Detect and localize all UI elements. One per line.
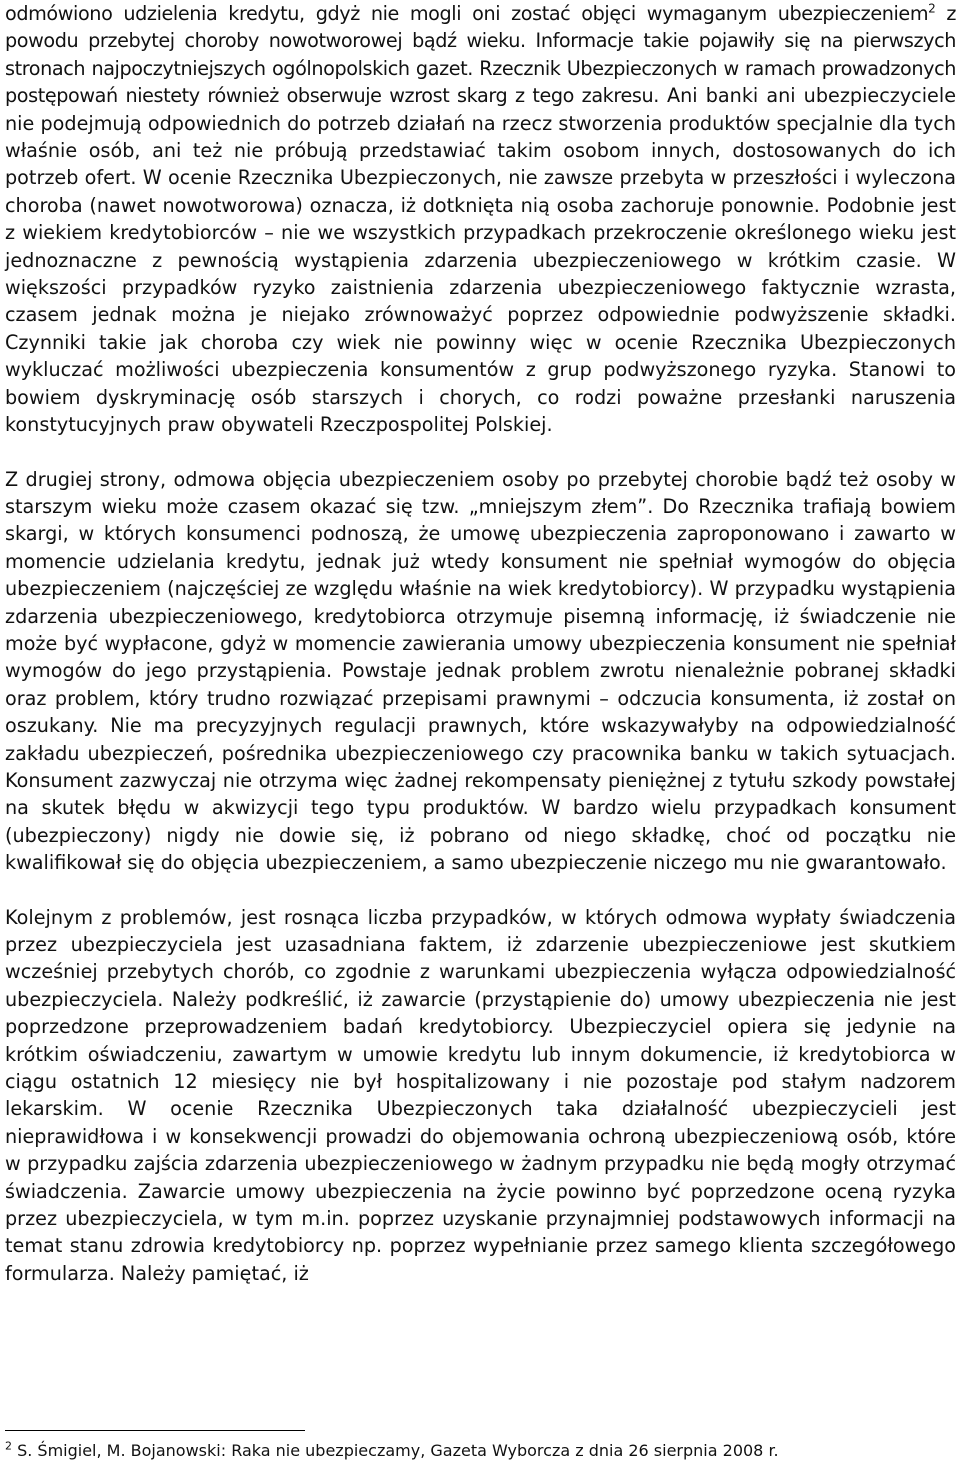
paragraph-1-part-c: Ani banki ani ubezpieczyciele nie podejmują odpowiednich do potrzeb działań na rzecz stworzenia produktów specjalnie dla tych właśnie osób, ani też nie próbują przedstawiać takim osobom innych, dostosowanych do ich potrzeb ofert. W ocenie Rzecznika Ubezpieczonych, nie zawsze przebyta w przeszłości i wyleczona choroba (nawet nowotworowa) oznacza, iż dotknięta nią osoba zachoruje ponownie. Podobnie jest z wiekiem kredytobiorców – nie we wszystkich przypadkach przekroczenie określonego wieku jest jednoznaczne z pewnością wystąpienia zdarzenia ubezpieczeniowego w krótkim czasie. W większości przypadków ryzyko zaistnienia zdarzenia ubezpieczeniowego faktycznie wzrasta, czasem jednak można je niejako zrównoważyć poprzez odpowiednie podwyższenie składki. Czynniki takie jak choroba czy wiek nie powinny więc w ocenie Rzecznika Ubezpieczonych wykluczać możliwości ubezpieczenia konsumentów z grup podwyższonego ryzyka. Stanowi to bowiem dyskryminację osób starszych i chorych, co rodzi poważne przesłanki naruszenia konstytucyjnych praw obywateli Rzeczpospolitej Polskiej. — [5, 84, 956, 437]
paragraph-2: Z drugiej strony, odmowa objęcia ubezpieczeniem osoby po przebytej chorobie bądź też osoby w starszym wieku może czasem okazać się tzw. „mniejszym złem”. Do Rzecznika trafiają bowiem skargi, w których konsumenci podnoszą, że umowę ubezpieczenia zaproponowano i zawarto w momencie udzielania kredytu, jednak już wtedy konsument nie spełniał wymogów do objęcia ubezpieczeniem (najczęściej ze względu właśnie na wiek kredytobiorcy). W przypadku wystąpienia zdarzenia ubezpieczeniowego, kredytobiorca otrzymuje pisemną informację, iż świadczenie nie może być wypłacone, gdyż w momencie zawierania umowy ubezpieczenia konsument nie spełniał wymogów do jego przystąpienia. Powstaje jednak problem zwrotu nienależnie pobranej składki oraz problem, który trudno rozwiązać przepisami prawnymi – odczucia konsumenta, iż został on oszukany. Nie ma precyzyjnych regulacji prawnych, które wskazywałyby na odpowiedzialność zakładu ubezpieczeń, pośrednika ubezpieczeniowego czy pracownika banku w takich sytuacjach. Konsument zazwyczaj nie otrzyma więc żadnej rekompensaty pieniężnej z tytułu szkody powstałej na skutek błędu w akwizycji tego typu produktów. W bardzo wielu przypadkach konsument (ubezpieczony) nigdy nie dowie się, iż pobrano od niego składkę, choć od początku nie kwalifikował się do objęcia ubezpieczeniem, a samo ubezpieczenie niczego mu nie gwarantowało. — [5, 467, 956, 875]
paragraph-1 — [5, 0, 956, 439]
footnote-text: S. Śmigiel, M. Bojanowski: Raka nie ubezpieczamy, Gazeta Wyborcza z dnia 26 sierpnia 2008 r. — [12, 1441, 779, 1460]
footnote-mark: 2 — [5, 1439, 12, 1453]
document-page — [5, 0, 956, 1287]
paragraph-1-part-b: z powodu przebytej choroby nowotworowej bądź wieku. Informacje takie pojawiły się na pierwszych stronach najpoczytniejszych ogólnopolskich gazet. Rzecznik Ubezpieczonych w ramach prowadzonych postępowań niestety również obserwuje wzrost skarg z tego zakresu. — [5, 2, 956, 108]
footnote-reference: 2 — [928, 1, 936, 16]
footnote — [5, 1440, 779, 1462]
paragraph-1-part-a: odmówiono udzielenia kredytu, gdyż nie mogli oni zostać objęci wymaganym ubezpieczeniem — [5, 2, 929, 25]
footnote-separator — [5, 1430, 305, 1431]
paragraph-3: Kolejnym z problemów, jest rosnąca liczba przypadków, w których odmowa wypłaty świadczenia przez ubezpieczyciela jest uzasadniana faktem, iż zdarzenie ubezpieczeniowe jest skutkiem wcześniej przebytych chorób, co zgodnie z warunkami ubezpieczenia wyłącza odpowiedzialność ubezpieczyciela. Należy podkreślić, iż zawarcie (przystąpienie do) umowy ubezpieczenia nie jest poprzedzone przeprowadzeniem badań kredytobiorcy. Ubezpieczyciel opiera się jedynie na krótkim oświadczeniu, zawartym w umowie kredytu lub innym dokumencie, iż kredytobiorca w ciągu ostatnich 12 miesięcy nie był hospitalizowany i nie pozostaje pod stałym nadzorem lekarskim. W ocenie Rzecznika Ubezpieczonych taka działalność ubezpieczycieli jest nieprawidłowa i w konsekwencji prowadzi do objemowania ochroną ubezpieczeniową osób, które w przypadku zajścia zdarzenia ubezpieczeniowego w żadnym przypadku nie będą mogły otrzymać świadczenia. Zawarcie umowy ubezpieczenia na życie powinno być poprzedzone oceną ryzyka przez ubezpieczyciela, w tym m.in. poprzez uzyskanie przynajmniej podstawowych informacji na temat stanu zdrowia kredytobiorcy np. poprzez wypełnianie przez samego klienta szczegółowego formularza. Należy pamiętać, iż — [5, 905, 956, 1285]
